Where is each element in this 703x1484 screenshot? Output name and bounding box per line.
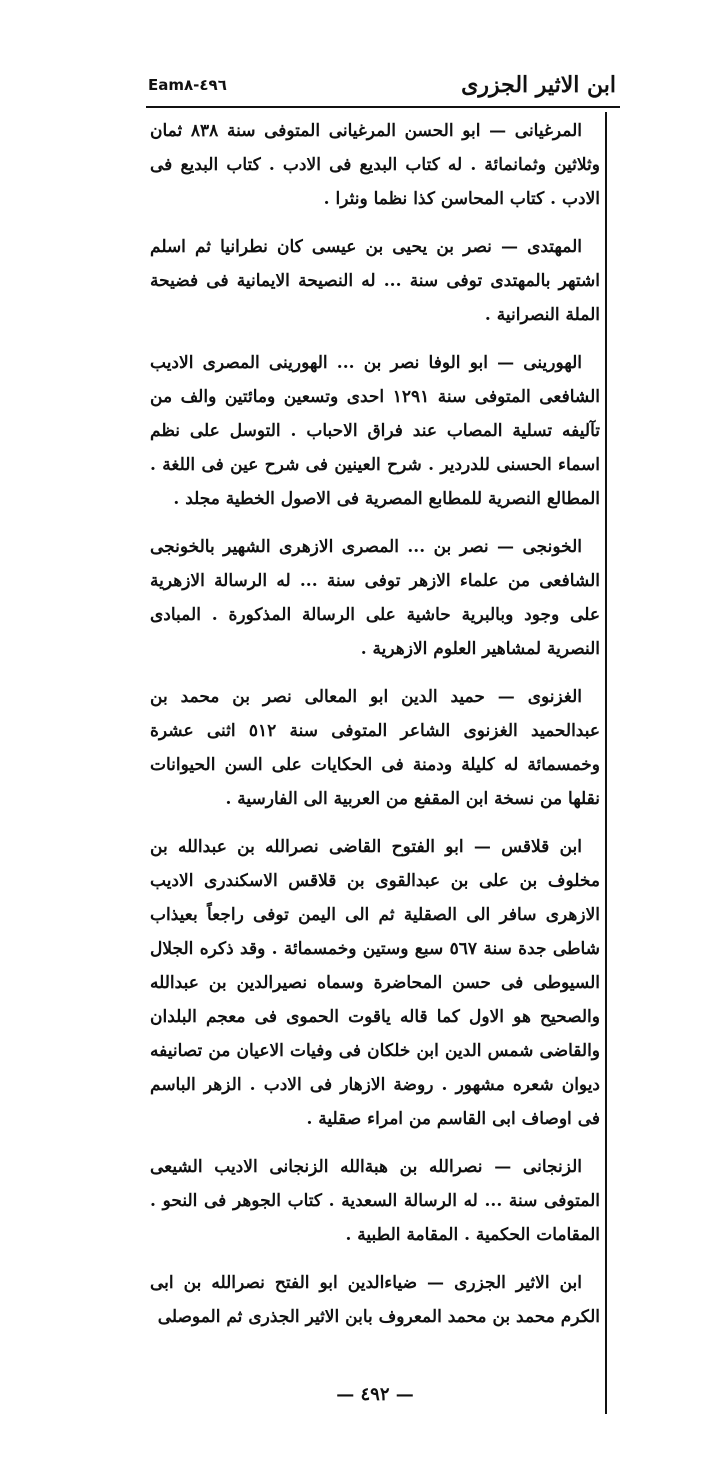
page-header bbox=[148, 72, 616, 102]
entry-text: — ضياءالدين ابو الفتح نصرالله بن ابى الكرم محمد بن محمد المعروف بابن الاثير الجذرى ثم الموصلى bbox=[150, 1273, 600, 1327]
entry-text: — ابو الفتوح القاضى نصرالله بن عبدالله بن مخلوف بن على بن عبدالقوى بن قلاقس الاسكندرى الاديب الازهرى سافر الى الصقلية ثم الى اليمن توفى راجعاً بعيذاب شاطى جدة سنة ٥٦٧ سبع وستين وخمسمائة . وقد ذكره الجلال السيوطى فى حسن المحاضرة وسماه نصيرالدين بن عبدالله والصحيح هو الاول كما قاله ياقوت الحموى فى معجم البلدان والقاضى شمس الدين ابن خلكان فى وفيات الاعيان من تصانيفه ديوان شعره مشهور . روضة الازهار فى الادب . الزهر الباسم فى اوصاف ابى القاسم من امراء صقلية . bbox=[150, 837, 600, 1129]
catalog-code: Eam٤٩٦-٨ bbox=[148, 76, 227, 94]
entry-headword: ابن الاثير الجزرى bbox=[454, 1273, 582, 1293]
entry-hurini bbox=[150, 346, 600, 516]
entry-headword: الهورينى bbox=[523, 353, 582, 373]
entry-ghaznawi bbox=[150, 680, 600, 816]
entry-text: — نصر بن ... المصرى الازهرى الشهير بالخونجى الشافعى من علماء الازهر توفى سنة ... له الرسالة الازهرية على وجود وبالبرية حاشية على الرسالة المذكورة . المبادى النصرية لمشاهير العلوم الازهرية . bbox=[150, 537, 600, 659]
entry-ibn-al-athir bbox=[150, 1266, 600, 1334]
entry-muhtadi bbox=[150, 230, 600, 332]
entry-headword: المهتدى bbox=[527, 237, 582, 257]
entry-text: — نصر بن يحيى بن عيسى كان نطرانيا ثم اسلم اشتهر بالمهتدى توفى سنة ... له النصيحة الايمانية فى فضيحة الملة النصرانية . bbox=[150, 237, 600, 325]
page-number: — ٤٩٢ — bbox=[336, 1384, 414, 1405]
entry-headword: ابن قلاقس bbox=[501, 837, 582, 857]
entry-text: — ابو الحسن المرغيانى المتوفى سنة ٨٣٨ ثمان وثلاثين وثمانمائة . له كتاب البديع فى الادب . كتاب البديع فى الادب . كتاب المحاسن كذا نظما ونثرا . bbox=[150, 121, 600, 209]
entry-text: — حميد الدين ابو المعالى نصر بن محمد بن عبدالحميد الغزنوى الشاعر المتوفى سنة ٥١٢ اثنى عشرة وخمسمائة له كليلة ودمنة فى الحكايات على السن الحيوانات نقلها من نسخة ابن المقفع من العربية الى الفارسية . bbox=[150, 687, 600, 809]
entry-zanjani bbox=[150, 1150, 600, 1252]
column-rule bbox=[605, 112, 607, 1414]
entry-ibn-qalaqis bbox=[150, 830, 600, 1136]
entry-marghinani bbox=[150, 114, 600, 216]
entry-text: — ابو الوفا نصر بن ... الهورينى المصرى الاديب الشافعى المتوفى سنة ١٢٩١ احدى وتسعين ومائتين والف من تآليفه تسلية المصاب عند فراق الاحباب . التوسل على نظم اسماء الحسنى للدردير . شرح العينين فى شرح عين فى اللغة . المطالع النصرية للمطابع المصرية فى الاصول الخطية مجلد . bbox=[150, 353, 600, 509]
entry-headword: الخونجى bbox=[522, 537, 582, 557]
entry-text: — نصرالله بن هبةالله الزنجانى الاديب الشيعى المتوفى سنة ... له الرسالة السعدية . كتاب الجوهر فى النحو . المقامات الحكمية . المقامة الطبية . bbox=[150, 1157, 600, 1245]
entry-headword: المرغيانى bbox=[514, 121, 582, 141]
header-divider bbox=[146, 106, 620, 108]
entry-khunji bbox=[150, 530, 600, 666]
running-title: ابن الاثير الجزرى bbox=[461, 72, 616, 98]
entries-column bbox=[150, 114, 600, 1348]
entry-headword: الزنجانى bbox=[522, 1157, 582, 1177]
entry-headword: الغزنوى bbox=[527, 687, 582, 707]
